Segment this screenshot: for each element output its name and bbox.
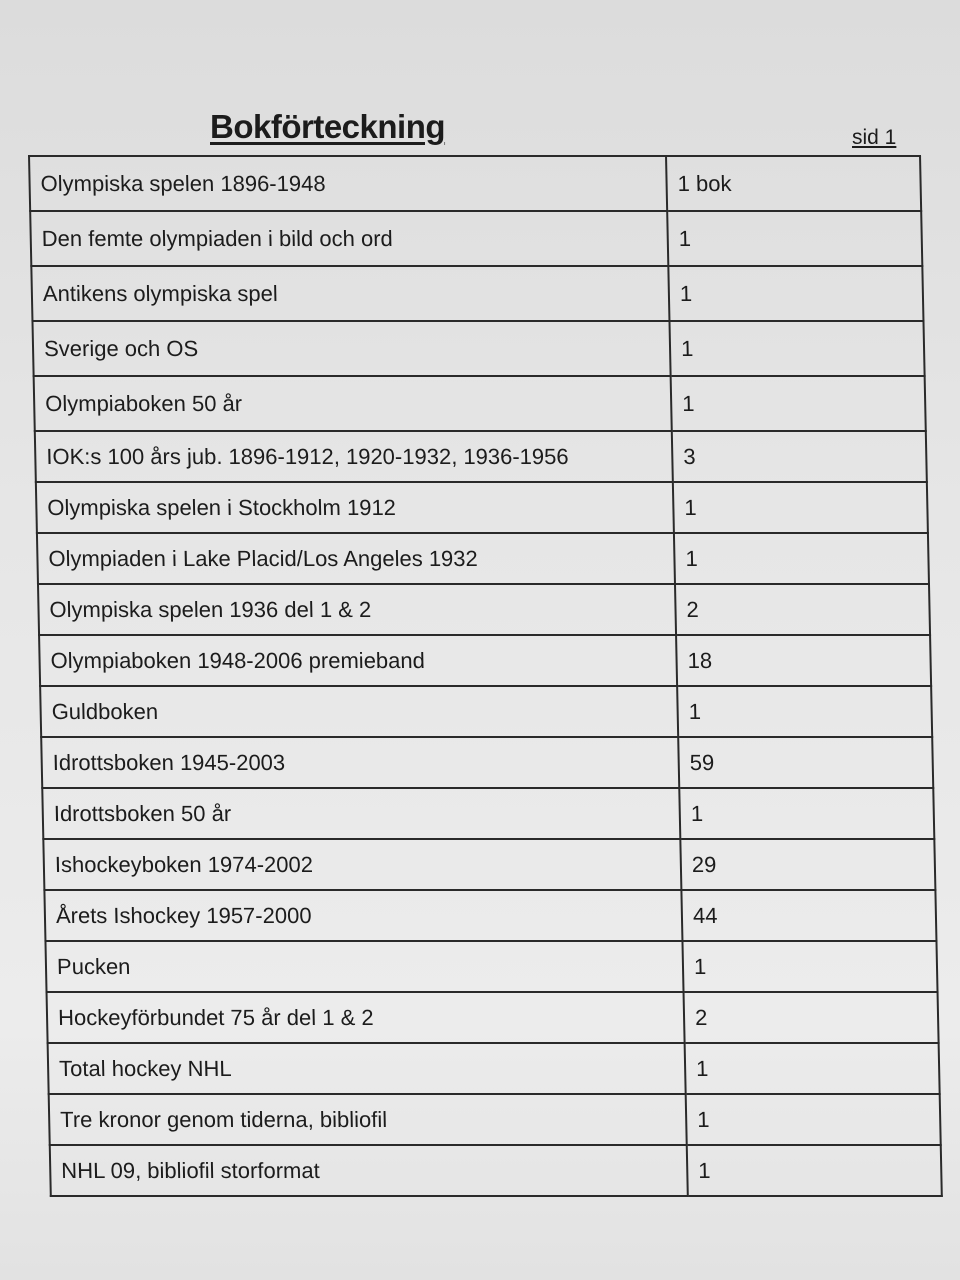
book-count: 1 xyxy=(685,1043,940,1094)
book-title: Hockeyförbundet 75 år del 1 & 2 xyxy=(47,992,685,1043)
table-row xyxy=(36,482,928,533)
table-row xyxy=(29,156,921,211)
page-title: Bokförteckning xyxy=(210,108,446,145)
book-title: Olympiaden i Lake Placid/Los Angeles 1932 xyxy=(37,533,675,584)
table-row xyxy=(45,941,937,992)
book-title: Idrottsboken 1945-2003 xyxy=(41,737,679,788)
book-title: Olympiska spelen i Stockholm 1912 xyxy=(36,482,674,533)
book-count: 59 xyxy=(678,737,933,788)
book-title: Total hockey NHL xyxy=(48,1043,686,1094)
table-row xyxy=(42,788,934,839)
table-row xyxy=(48,1043,940,1094)
book-count: 1 xyxy=(686,1094,941,1145)
table-row xyxy=(38,584,930,635)
book-count: 2 xyxy=(675,584,930,635)
book-title: Olympiaboken 1948-2006 premieband xyxy=(39,635,677,686)
table-row xyxy=(35,431,927,482)
table-row xyxy=(47,992,939,1043)
book-count: 3 xyxy=(672,431,927,482)
book-title: NHL 09, bibliofil storformat xyxy=(50,1145,688,1196)
book-count: 1 xyxy=(674,533,929,584)
book-count: 1 xyxy=(673,482,928,533)
book-title: Den femte olympiaden i bild och ord xyxy=(30,211,668,266)
book-title: Guldboken xyxy=(40,686,678,737)
book-title: Antikens olympiska spel xyxy=(31,266,669,321)
book-count: 44 xyxy=(681,890,936,941)
book-count: 29 xyxy=(680,839,935,890)
book-title: Olympiska spelen 1936 del 1 & 2 xyxy=(38,584,676,635)
book-title: IOK:s 100 års jub. 1896-1912, 1920-1932, 1936-1956 xyxy=(35,431,673,482)
table-row xyxy=(37,533,929,584)
table-row xyxy=(50,1145,942,1196)
table-row xyxy=(31,266,923,321)
book-title: Idrottsboken 50 år xyxy=(42,788,680,839)
table-row xyxy=(41,737,933,788)
book-title: Ishockeyboken 1974-2002 xyxy=(43,839,681,890)
table-row xyxy=(49,1094,941,1145)
table-row xyxy=(43,839,935,890)
book-count: 1 xyxy=(668,266,923,321)
book-count: 1 xyxy=(687,1145,942,1196)
table-row xyxy=(30,211,922,266)
book-title: Pucken xyxy=(45,941,683,992)
book-count: 18 xyxy=(676,635,931,686)
book-count: 1 xyxy=(682,941,937,992)
table-row xyxy=(34,376,926,431)
book-list-table xyxy=(28,155,943,1197)
book-title: Olympiska spelen 1896-1948 xyxy=(29,156,667,211)
book-count: 1 bok xyxy=(666,156,921,211)
book-count: 1 xyxy=(677,686,932,737)
table-row xyxy=(39,635,931,686)
table-row xyxy=(44,890,936,941)
book-count: 1 xyxy=(667,211,922,266)
page-number: sid 1 xyxy=(852,126,897,149)
book-title: Årets Ishockey 1957-2000 xyxy=(44,890,682,941)
book-title: Olympiaboken 50 år xyxy=(34,376,672,431)
book-title: Sverige och OS xyxy=(32,321,670,376)
book-count: 1 xyxy=(669,321,924,376)
table-row xyxy=(40,686,932,737)
book-title: Tre kronor genom tiderna, bibliofil xyxy=(49,1094,687,1145)
book-count: 2 xyxy=(684,992,939,1043)
book-count: 1 xyxy=(679,788,934,839)
table-row xyxy=(32,321,924,376)
book-count: 1 xyxy=(671,376,926,431)
